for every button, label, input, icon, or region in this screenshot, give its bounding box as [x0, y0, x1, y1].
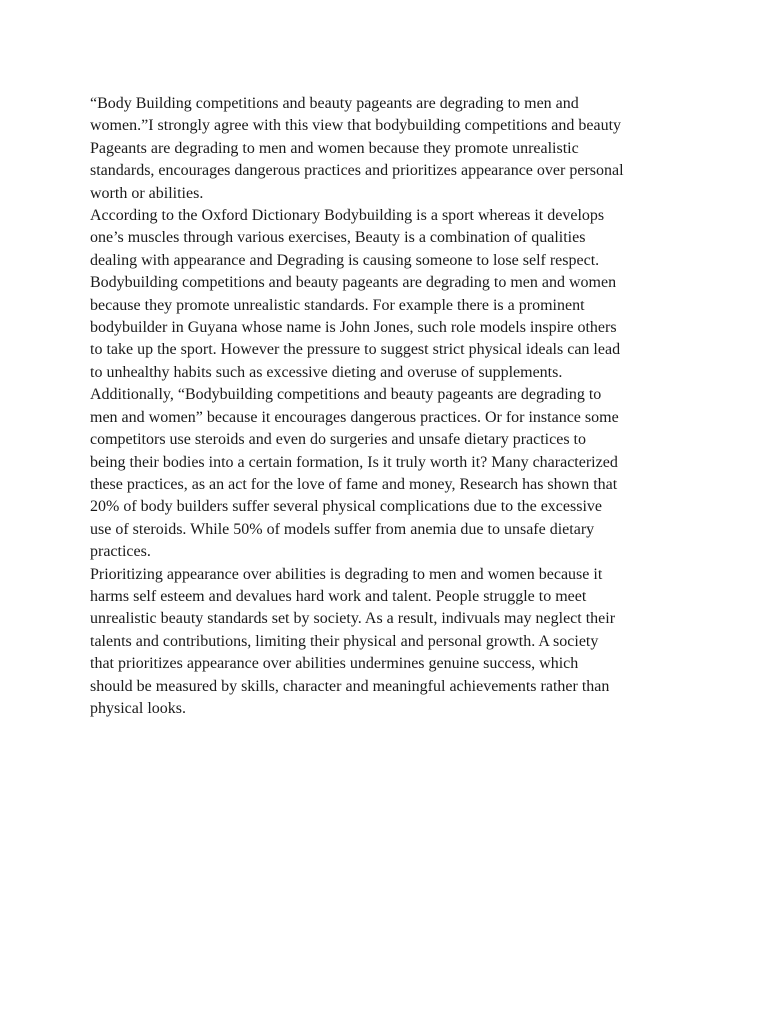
document-body — [90, 93, 680, 720]
paragraph-intro: “Body Building competitions and beauty pageants are degrading to men and women.”I strongly agree with this view that bodybuilding competitions and beauty Pageants are degrading to men and women because they promote unrealistic standards, encourages dangerous practices and prioritizes appearance over personal worth or abilities. — [90, 95, 624, 202]
paragraph-definitions: According to the Oxford Dictionary Bodybuilding is a sport whereas it develops one’s muscles through various exercises, Beauty is a combination of qualities dealing with appearance and Degrading is causing someone to lose self respect. — [90, 207, 605, 269]
paragraph-appearance-over-abilities: Prioritizing appearance over abilities is degrading to men and women because it harms self esteem and devalues hard work and talent. People struggle to meet unrealistic beauty standards set by society. As a result, indivuals may neglect their talents and contributions, limiting their physical and personal growth. A society that prioritizes appearance over abilities undermines genuine success, which should be measured by skills, character and meaningful achievements rather than physical looks. — [90, 565, 616, 717]
paragraph-unrealistic-standards: Bodybuilding competitions and beauty pageants are degrading to men and women because they promote unrealistic standards. For example there is a prominent bodybuilder in Guyana whose name is John Jones, such role models inspire others to take up the sport. However the pressure to suggest strict physical ideals can lead to unhealthy habits such as excessive dieting and overuse of supplements. — [90, 274, 621, 381]
paragraph-dangerous-practices: Additionally, “Bodybuilding competitions and beauty pageants are degrading to men and women” because it encourages dangerous practices. Or for instance some competitors use steroids and even do surgeries and unsafe dietary practices to being their bodies into a certain formation, Is it truly worth it? Many characterized these practices, as an act for the love of fame and money, Research has shown that 20% of body builders suffer several physical complications due to the excessive use of steroids. While 50% of models suffer from anemia due to unsafe dietary practices. — [90, 386, 619, 561]
